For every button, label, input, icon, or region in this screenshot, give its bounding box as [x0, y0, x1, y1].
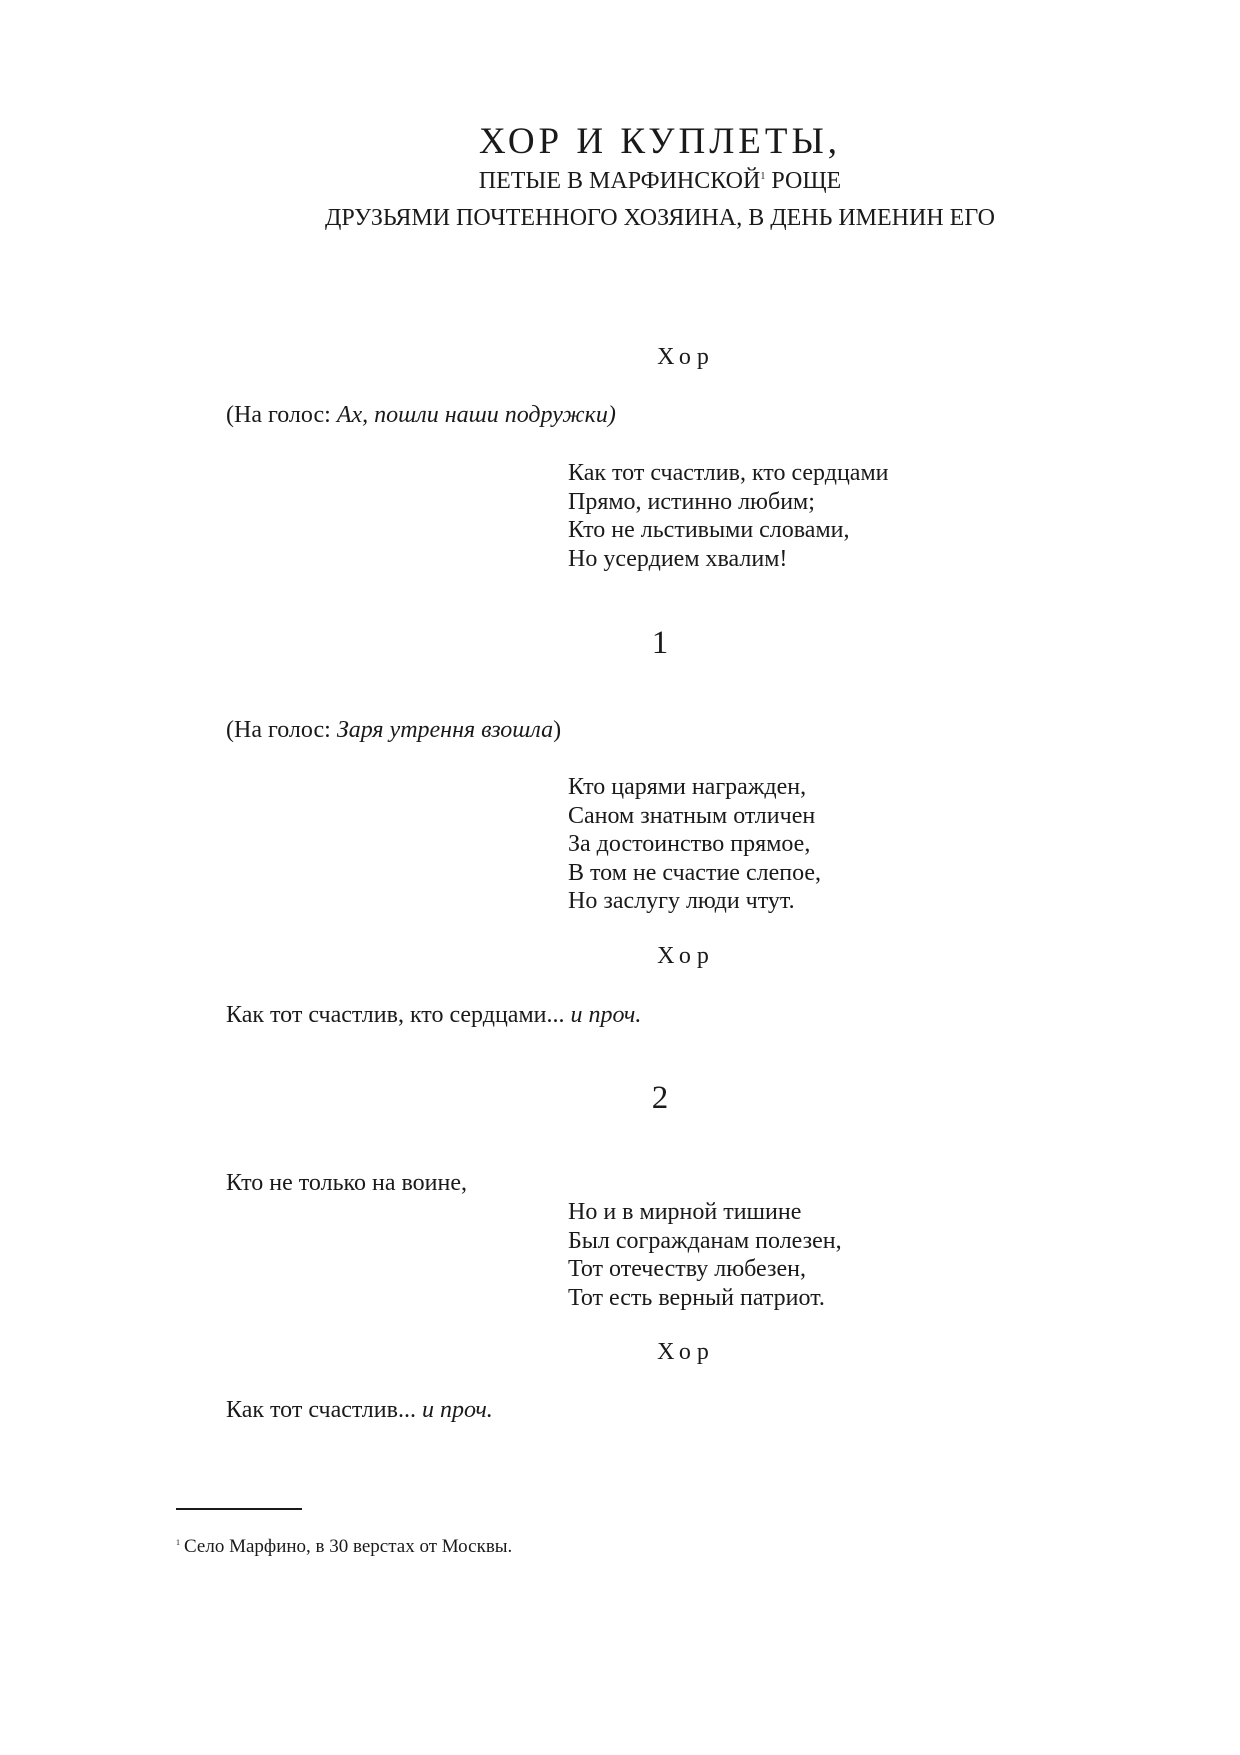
verse-line: За достоинство прямое, [568, 831, 811, 857]
verse-line: Но и в мирной тишине [568, 1199, 802, 1225]
refrain-text: Как тот счастлив, кто сердцами... [226, 1002, 571, 1028]
page-title: ХОР И КУПЛЕТЫ, [478, 121, 842, 162]
subtitle-line-1 [0, 168, 1240, 195]
verse-line: Как тот счастлив, кто сердцами [568, 460, 889, 486]
chorus-heading-3: Хор [657, 1339, 715, 1365]
verse-line: Тот отечеству любезен, [568, 1256, 806, 1282]
tune-prefix: (На голос: [226, 717, 337, 743]
stanza1-refrain [226, 1002, 641, 1029]
verse-line: Тот есть верный патриот. [568, 1284, 825, 1311]
intro-tune-note [226, 402, 616, 429]
verse-line: Но усердием хвалим! [568, 545, 788, 572]
stanza2-first-line: Кто не только на воине, [226, 1170, 467, 1196]
verse-line: Но заслугу люди чтут. [568, 888, 795, 914]
verse-line: Кто не льстивыми словами, [568, 517, 850, 543]
stanza1-verse [568, 773, 821, 916]
footnote [176, 1536, 512, 1558]
subtitle-text: ПЕТЫЕ В МАРФИНСКОЙ [478, 168, 761, 194]
stanza1-tune-note [226, 717, 561, 744]
intro-verse [568, 459, 888, 573]
verse-line: Был согражданам полезен, [568, 1227, 842, 1254]
verse-line: В том не счастие слепое, [568, 859, 822, 886]
tune-suffix: ) [553, 717, 562, 743]
verse-line: Саном знатным отличен [568, 802, 816, 829]
stanza-number-1: 1 [651, 625, 669, 661]
verse-line: Прямо, истинно любим; [568, 488, 815, 515]
refrain-etc: и проч. [570, 1002, 642, 1028]
stanza2-verse [568, 1198, 842, 1312]
footnote-divider [176, 1508, 302, 1510]
footnote-marker: 1 [176, 1537, 180, 1547]
chorus-heading-2: Хор [657, 943, 715, 969]
refrain-etc: и проч. [421, 1397, 493, 1423]
footnote-ref: 1 [760, 171, 766, 182]
refrain-text: Как тот счастлив... [226, 1397, 422, 1423]
stanza2-refrain [226, 1397, 493, 1424]
chorus-heading-1: Хор [657, 344, 715, 370]
tune-prefix: (На голос: [226, 402, 337, 428]
subtitle-line-2: ДРУЗЬЯМИ ПОЧТЕННОГО ХОЗЯИНА, В ДЕНЬ ИМЕНИН ЕГО [325, 205, 995, 231]
verse-line: Кто царями награжден, [568, 774, 807, 800]
tune-name: Заря утрення взошла [336, 717, 554, 743]
tune-name: Ах, пошли наши подружки) [336, 402, 616, 428]
footnote-text: Село Марфино, в 30 верстах от Москвы. [184, 1536, 513, 1557]
stanza-number-2: 2 [651, 1080, 669, 1116]
subtitle-text-end: РОЩЕ [765, 168, 842, 194]
